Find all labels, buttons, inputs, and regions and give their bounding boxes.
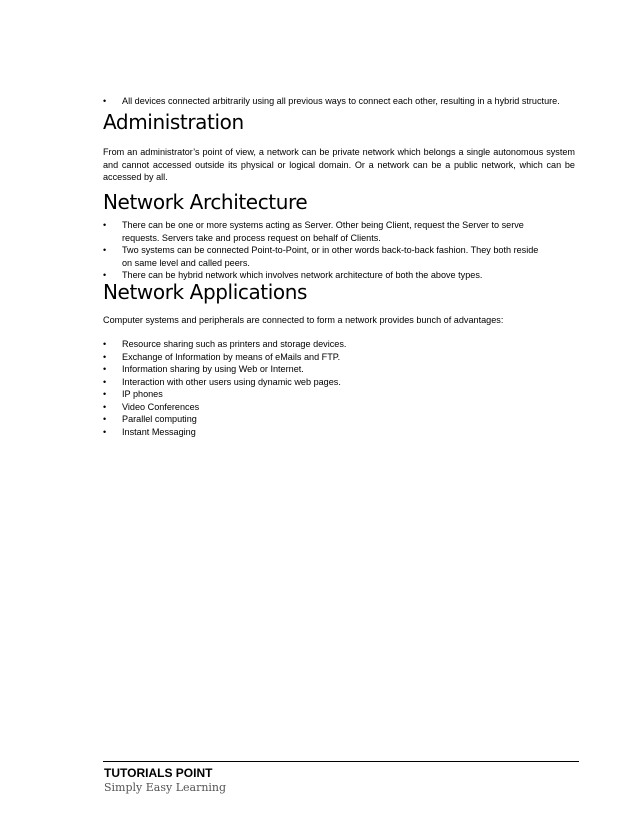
- list-item: [103, 338, 503, 351]
- footer-tagline: Simply Easy Learning: [104, 781, 227, 794]
- footer-brand: TUTORIALS POINT: [104, 766, 213, 780]
- list-item: [103, 388, 503, 401]
- network-architecture-heading: Network Architecture: [103, 190, 308, 214]
- bullet-icon: •: [103, 426, 107, 437]
- list-item-text: Two systems can be connected Point-to-Point, or in other words back-to-back fashion. They both reside on same level and called peers.: [122, 245, 539, 268]
- list-item-text: Information sharing by using Web or Internet.: [122, 364, 304, 374]
- architecture-list: [103, 219, 543, 282]
- list-item-text: Video Conferences: [122, 401, 200, 412]
- hybrid-topology-list: [103, 95, 578, 108]
- list-item-text: There can be one or more systems acting as Server. Other being Client, request the Server to serve requests. Servers take and process request on behalf of Clients.: [122, 220, 524, 243]
- list-item-text: IP phones: [122, 389, 163, 399]
- bullet-icon: •: [103, 389, 107, 399]
- bullet-icon: •: [103, 351, 107, 362]
- list-item: [103, 244, 543, 269]
- applications-intro: Computer systems and peripherals are connected to form a network provides bunch of advantages:: [103, 315, 504, 325]
- list-item: [103, 376, 503, 389]
- bullet-icon: •: [103, 339, 107, 349]
- administration-heading: Administration: [103, 110, 244, 134]
- list-item: [103, 219, 543, 244]
- list-item: [103, 413, 503, 426]
- list-item-text: Resource sharing such as printers and storage devices.: [122, 339, 347, 349]
- list-item-text: Instant Messaging: [122, 426, 196, 437]
- bullet-icon: •: [103, 364, 107, 374]
- bullet-icon: •: [103, 220, 107, 230]
- network-applications-heading: Network Applications: [103, 280, 308, 304]
- list-item-text: Interaction with other users using dynamic web pages.: [122, 376, 341, 387]
- footer-divider: [103, 761, 579, 762]
- bullet-icon: •: [103, 270, 107, 280]
- applications-list: [103, 338, 503, 438]
- list-item: [103, 401, 503, 414]
- bullet-icon: •: [103, 414, 107, 424]
- bullet-icon: •: [103, 376, 107, 387]
- administration-paragraph: From an administrator’s point of view, a network can be private network which belongs a single autonomous system and cannot accessed outside its physical or logical domain. Or a network can be a public network, which can be accessed by all.: [103, 147, 575, 182]
- list-item: [103, 95, 578, 108]
- bullet-icon: •: [103, 245, 107, 255]
- bullet-icon: •: [103, 96, 107, 106]
- list-item: [103, 426, 503, 439]
- list-item: [103, 363, 503, 376]
- list-item-text: Parallel computing: [122, 414, 197, 424]
- bullet-icon: •: [103, 401, 107, 412]
- list-item-text: Exchange of Information by means of eMails and FTP.: [122, 351, 341, 362]
- list-item: [103, 351, 503, 364]
- list-item-text: All devices connected arbitrarily using all previous ways to connect each other, resulting in a hybrid structure.: [122, 96, 560, 106]
- list-item-text: There can be hybrid network which involves network architecture of both the above types.: [122, 270, 483, 280]
